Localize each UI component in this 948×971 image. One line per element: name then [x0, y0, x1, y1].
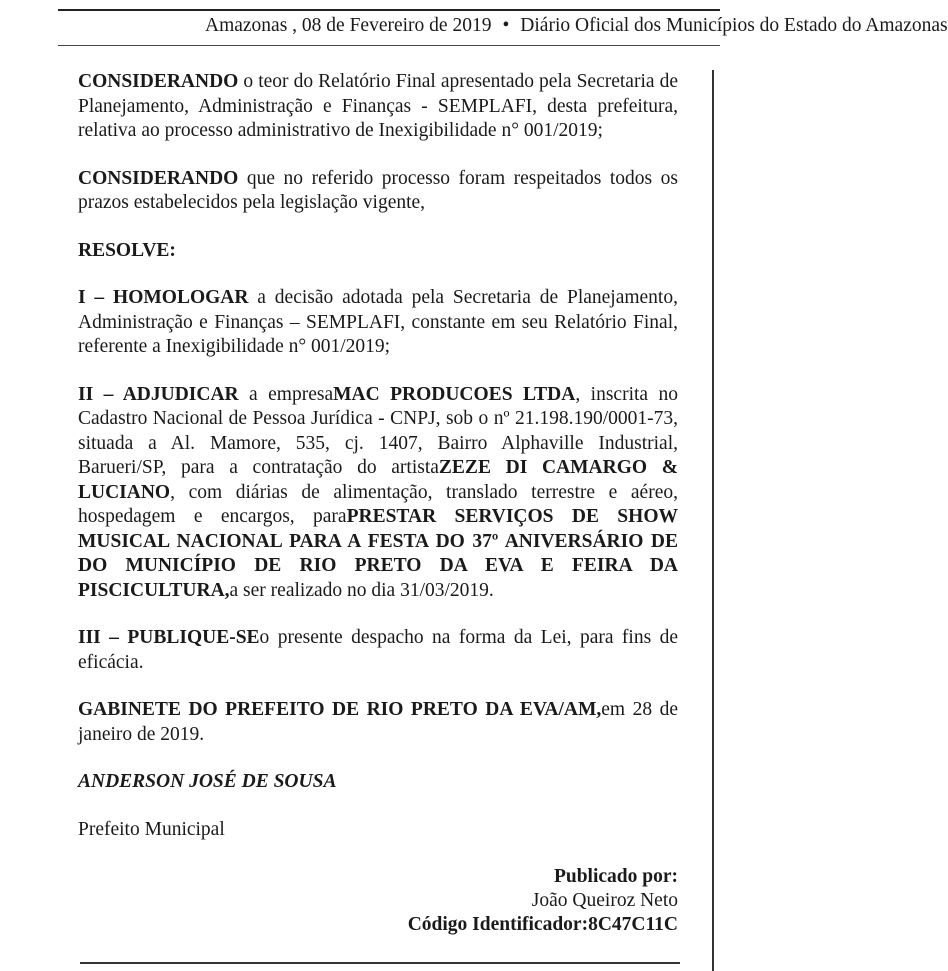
paragraph-text: a ser realizado no dia 31/03/2019.: [229, 579, 494, 601]
paragraph-text: , com diárias de alimentação, translado terrestre e aéreo, hospedagem e encargos, para: [78, 481, 678, 527]
paragraph-text: o presente despacho na forma da Lei, para fins de eficácia.: [78, 627, 678, 673]
resolve-label: RESOLVE:: [78, 239, 176, 261]
signature-block: [78, 770, 678, 842]
closing-date: em 28 de janeiro de 2019.: [78, 699, 678, 745]
publication-info: [78, 865, 678, 937]
page-header: [205, 15, 948, 37]
paragraph-text: , inscrita no Cadastro Nacional de Pessoa Jurídica - CNPJ, sob o nº 21.198.190/0001-73, situada a Al. Mamore, 535, cj. 1407, Bairro Alphaville Industrial, Barueri/SP, para a contratação do artista: [78, 383, 678, 478]
published-by-label: Publicado por:: [553, 866, 678, 887]
gabinete-label: GABINETE DO PREFEITO DE RIO PRETO DA EVA/AM,: [78, 699, 602, 720]
paragraph-text: a empresa: [238, 383, 334, 405]
header-bottom-rule: [58, 45, 720, 46]
paragraph-considerando-2: [78, 167, 678, 216]
signatory-role: Prefeito Municipal: [78, 818, 225, 840]
item-publique-se: [78, 626, 678, 675]
publisher-name: João Queiroz Neto: [531, 890, 678, 911]
document-body: [78, 70, 678, 937]
header-publication: Diário Oficial dos Municípios do Estado do Amazonas: [520, 15, 948, 36]
signatory-name: ANDERSON JOSÉ DE SOUSA: [78, 771, 337, 792]
paragraph-text: o teor do Relatório Final apresentado pela Secretaria de Planejamento, Administração e Finanças - SEMPLAFI, desta prefeitura, relativa ao processo administrativo de Inexigibilidade n° 001/2019;: [78, 71, 678, 141]
company-name: MAC PRODUCOES LTDA: [333, 383, 576, 405]
header-separator: •: [502, 15, 510, 36]
service-description: PRESTAR SERVIÇOS DE SHOW MUSICAL NACIONAL PARA A FESTA DO 37º ANIVERSÁRIO DE DO MUNICÍPIO DE RIO PRETO DA EVA E FEIRA DA PISCICULTURA,: [78, 506, 678, 601]
column-divider: [712, 70, 714, 971]
item-adjudicar: [78, 383, 678, 604]
considerando-label: CONSIDERANDO: [78, 167, 239, 189]
paragraph-text: que no referido processo foram respeitados todos os prazos estabelecidos pela legislação vigente,: [78, 167, 678, 213]
paragraph-text: a decisão adotada pela Secretaria de Planejamento, Administração e Finanças – SEMPLAFI, constante em seu Relatório Final, referente a Inexigibilidade n° 001/2019;: [78, 287, 678, 357]
item-homologar: [78, 286, 678, 360]
header-top-rule: [58, 9, 720, 11]
considerando-label: CONSIDERANDO: [78, 71, 239, 92]
identifier-code: Código Identificador:8C47C11C: [407, 914, 678, 935]
paragraph-considerando-1: [78, 70, 678, 144]
adjudicar-label: II – ADJUDICAR: [78, 383, 239, 405]
publique-se-label: III – PUBLIQUE-SE: [78, 627, 260, 648]
footer-rule: [80, 962, 680, 964]
homologar-label: I – HOMOLOGAR: [78, 287, 249, 308]
artist-name: ZEZE DI CAMARGO & LUCIANO: [78, 457, 678, 503]
resolve-heading: [78, 239, 678, 264]
closing-paragraph: [78, 698, 678, 747]
header-location-date: Amazonas , 08 de Fevereiro de 2019: [205, 15, 492, 36]
